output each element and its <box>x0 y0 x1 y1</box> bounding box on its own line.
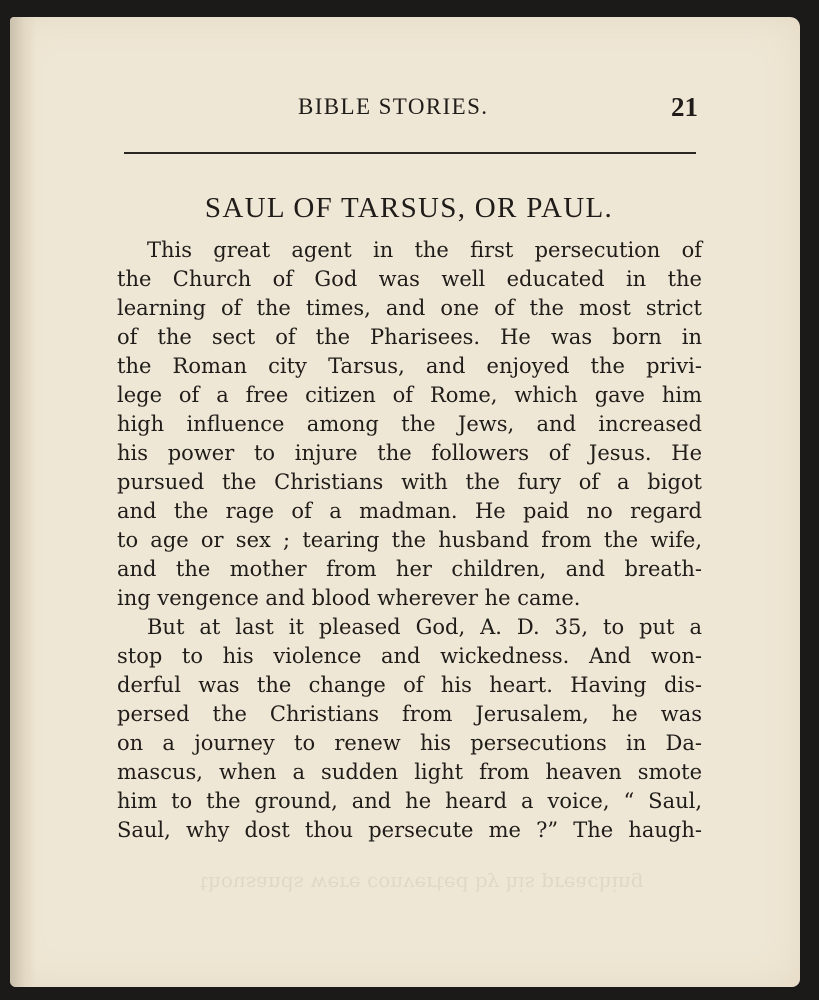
text-line: lege of a free citizen of Rome, which gave him <box>117 383 702 407</box>
running-title: BIBLE STORIES. <box>298 94 489 119</box>
text-line: the Roman city Tarsus, and enjoyed the privi- <box>117 354 702 378</box>
text-line: But at last it pleased God, A. D. 35, to put a <box>147 615 702 639</box>
text-line: and the mother from her children, and breath- <box>117 557 702 581</box>
chapter-title: SAUL OF TARSUS, OR PAUL. <box>204 192 614 224</box>
paragraph-2 <box>117 613 702 845</box>
text-line: to age or sex ; tearing the husband from the wife, <box>117 528 702 552</box>
text-line: Saul, why dost thou persecute me ?” The haugh- <box>117 818 702 842</box>
text-line: high influence among the Jews, and increased <box>117 412 702 436</box>
text-line: ing vengence and blood wherever he came. <box>117 586 581 610</box>
text-line: of the sect of the Pharisees. He was born in <box>117 325 702 349</box>
running-head <box>110 94 700 130</box>
text-line: pursued the Christians with the fury of a bigot <box>117 470 702 494</box>
page-number: 21 <box>671 92 698 122</box>
text-line: learning of the times, and one of the most strict <box>117 296 702 320</box>
text-line: stop to his violence and wickedness. And won- <box>117 644 702 668</box>
text-line: him to the ground, and he heard a voice, “ Saul, <box>117 789 702 813</box>
text-line: This great agent in the first persecution of <box>147 238 702 262</box>
header-rule <box>124 152 696 154</box>
text-line: persed the Christians from Jerusalem, he was <box>117 702 702 726</box>
text-line: and the rage of a madman. He paid no regard <box>117 499 702 523</box>
text-line: mascus, when a sudden light from heaven smote <box>117 760 702 784</box>
body-text <box>117 236 702 845</box>
text-line: derful was the change of his heart. Having dis- <box>117 673 702 697</box>
bleed-through-text: thousands were converted by his preaching <box>200 872 644 896</box>
page-binding-edge <box>10 17 36 987</box>
text-line: the Church of God was well educated in the <box>117 267 702 291</box>
text-line: on a journey to renew his persecutions in Da- <box>117 731 702 755</box>
text-line: his power to injure the followers of Jesus. He <box>117 441 702 465</box>
paragraph-1 <box>117 236 702 613</box>
